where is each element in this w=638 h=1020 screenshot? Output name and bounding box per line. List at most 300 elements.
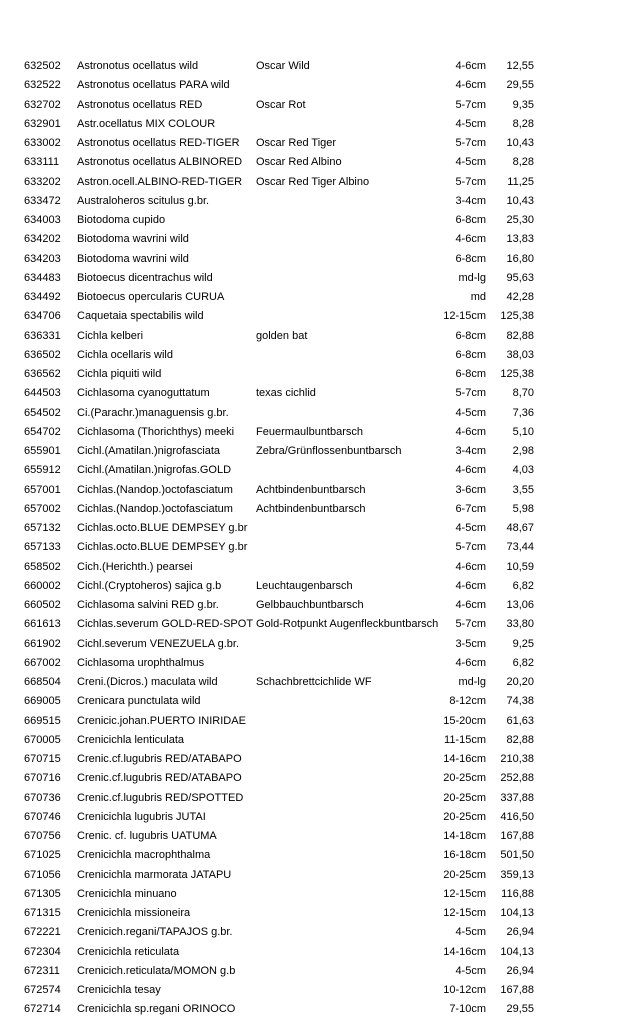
price: 6,82 (512, 579, 534, 592)
fish-size: 4-5cm (455, 926, 486, 939)
table-row (24, 789, 534, 808)
fish-size: 8-12cm (449, 695, 486, 708)
table-row (24, 846, 534, 865)
price: 5,10 (512, 425, 534, 438)
common-name (256, 962, 438, 981)
fish-size: md-lg (458, 676, 486, 688)
price: 7,36 (512, 406, 534, 419)
fish-size: 14-16cm (443, 753, 486, 765)
fish-size: 4-5cm (455, 964, 486, 977)
common-name: Leuchtaugenbarsch (256, 579, 353, 592)
product-code: 670756 (24, 830, 61, 842)
price-list-table (24, 57, 534, 1020)
table-row (24, 904, 534, 923)
product-code: 633002 (24, 137, 61, 149)
common-name (256, 635, 438, 654)
scientific-name: Astronotus ocellatus wild (77, 60, 199, 72)
scientific-name: Cichla kelberi (77, 329, 144, 342)
scientific-name: Cichl.severum VENEZUELA g.br. (77, 637, 240, 650)
fish-size: 4-6cm (455, 233, 486, 246)
price: 9,35 (512, 98, 534, 111)
table-row (24, 173, 534, 192)
scientific-name: Crenicichla reticulata (77, 945, 180, 958)
price: 2,98 (512, 445, 534, 457)
common-name (256, 76, 438, 95)
price: 10,59 (506, 560, 534, 573)
common-name (256, 288, 438, 307)
price: 4,03 (512, 464, 534, 477)
common-name: Oscar Red Tiger (256, 137, 337, 149)
table-row (24, 365, 534, 384)
table-row (24, 962, 534, 981)
price: 29,55 (506, 79, 534, 92)
table-row (24, 615, 534, 634)
product-code: 658502 (24, 560, 61, 573)
product-code: 634706 (24, 310, 61, 323)
price: 16,80 (506, 252, 534, 265)
table-row (24, 115, 534, 134)
fish-size: 6-7cm (455, 502, 486, 515)
product-code: 634483 (24, 271, 61, 284)
fish-size: 20-25cm (443, 868, 486, 881)
table-row (24, 712, 534, 731)
scientific-name: Astronotus ocellatus RED (77, 98, 203, 111)
price: 20,20 (506, 676, 534, 688)
product-code: 672574 (24, 984, 61, 996)
common-name (256, 981, 438, 1000)
fish-size: 4-6cm (455, 560, 486, 573)
price: 74,38 (506, 695, 534, 708)
common-name (256, 461, 438, 480)
price: 95,63 (506, 271, 534, 284)
fish-size: 4-6cm (455, 60, 486, 72)
scientific-name: Astronotus ocellatus PARA wild (77, 79, 230, 92)
table-row (24, 384, 534, 403)
common-name: Feuermaulbuntbarsch (256, 425, 364, 438)
fish-size: 4-6cm (455, 599, 486, 611)
fish-size: 12-15cm (443, 310, 486, 323)
product-code: 632901 (24, 117, 61, 130)
table-row (24, 481, 534, 500)
price: 337,88 (500, 791, 534, 804)
scientific-name: Crenicara punctulata wild (77, 695, 201, 708)
product-code: 633111 (24, 156, 60, 169)
product-code: 655901 (24, 445, 61, 457)
product-code: 671305 (24, 887, 61, 900)
scientific-name: Crenicich.reticulata/MOMON g.b (77, 964, 236, 977)
scientific-name: Cichla piquiti wild (77, 368, 162, 380)
table-row (24, 943, 534, 962)
product-code: 654702 (24, 425, 61, 438)
common-name: Oscar Red Albino (256, 156, 342, 169)
scientific-name: Cichl.(Cryptoheros) sajica g.b (77, 579, 222, 592)
product-code: 632502 (24, 60, 61, 72)
price: 10,43 (506, 137, 534, 149)
price: 38,03 (506, 348, 534, 361)
table-row (24, 134, 534, 153)
scientific-name: Creni.(Dicros.) maculata wild (77, 676, 218, 688)
table-row (24, 692, 534, 711)
table-row (24, 57, 534, 76)
price-list-body (24, 57, 534, 1020)
fish-size: 6-8cm (455, 348, 486, 361)
table-row (24, 346, 534, 365)
fish-size: 20-25cm (443, 810, 486, 823)
fish-size: 5-7cm (455, 541, 486, 554)
product-code: 634203 (24, 252, 61, 265)
table-row (24, 827, 534, 846)
common-name (256, 1000, 438, 1019)
table-row (24, 596, 534, 615)
table-row (24, 673, 534, 692)
common-name: Oscar Rot (256, 98, 306, 111)
price: 8,28 (512, 117, 534, 130)
product-code: 633472 (24, 194, 61, 207)
price: 73,44 (506, 541, 534, 554)
common-name (256, 307, 438, 326)
fish-size: 4-5cm (455, 406, 486, 419)
fish-size: 4-6cm (455, 656, 486, 669)
common-name (256, 365, 438, 384)
common-name (256, 731, 438, 750)
common-name (256, 692, 438, 711)
fish-size: 3-4cm (455, 194, 486, 207)
scientific-name: Crenicichla minuano (77, 887, 177, 900)
table-row (24, 461, 534, 480)
product-code: 671025 (24, 849, 61, 862)
fish-size: 5-7cm (455, 137, 486, 149)
fish-size: 12-15cm (443, 887, 486, 900)
scientific-name: Cichlas.severum GOLD-RED-SPOT (77, 618, 254, 631)
price: 29,55 (506, 1003, 534, 1016)
fish-size: 20-25cm (443, 772, 486, 785)
common-name (256, 923, 438, 942)
scientific-name: Crenicichla marmorata JATAPU (77, 868, 232, 881)
common-name (256, 789, 438, 808)
product-code: 672714 (24, 1003, 61, 1016)
scientific-name: Cich.(Herichth.) pearsei (77, 560, 193, 573)
scientific-name: Caquetaia spectabilis wild (77, 310, 204, 323)
table-row (24, 1000, 534, 1019)
scientific-name: Biotodoma wavrini wild (77, 233, 189, 246)
scientific-name: Astron.ocell.ALBINO-RED-TIGER (77, 175, 243, 188)
price: 10,43 (506, 194, 534, 207)
price: 82,88 (506, 733, 534, 746)
scientific-name: Crenic.cf.lugubris RED/SPOTTED (77, 791, 244, 804)
product-code: 670746 (24, 810, 61, 823)
price: 252,88 (500, 772, 534, 785)
common-name (256, 538, 438, 557)
product-code: 670736 (24, 791, 61, 804)
table-row (24, 769, 534, 788)
product-code: 632702 (24, 98, 61, 111)
table-row (24, 269, 534, 288)
product-code: 634492 (24, 291, 61, 303)
price: 42,28 (506, 291, 534, 303)
product-code: 636502 (24, 348, 61, 361)
common-name (256, 885, 438, 904)
fish-size: 3-5cm (455, 637, 486, 650)
table-row (24, 230, 534, 249)
product-code: 670715 (24, 753, 61, 765)
scientific-name: Astronotus ocellatus RED-TIGER (77, 137, 240, 149)
fish-size: 11-15cm (444, 733, 486, 746)
price: 26,94 (506, 926, 534, 939)
scientific-name: Cichl.(Amatilan.)nigrofas.GOLD (77, 464, 232, 477)
common-name: Gold-Rotpunkt Augenfleckbuntbarsch (256, 618, 438, 631)
table-row (24, 307, 534, 326)
scientific-name: Cichlas.octo.BLUE DEMPSEY g.br (77, 522, 248, 534)
product-code: 661613 (24, 618, 61, 631)
fish-size: 4-6cm (455, 79, 486, 92)
product-code: 633202 (24, 175, 61, 188)
fish-size: 5-7cm (455, 387, 486, 400)
product-code: 657002 (24, 502, 61, 515)
fish-size: md (470, 291, 486, 303)
common-name: Oscar Red Tiger Albino (256, 175, 370, 188)
price: 25,30 (506, 214, 534, 226)
scientific-name: Cichla ocellaris wild (77, 348, 173, 361)
product-code: 671056 (24, 868, 61, 881)
table-row (24, 558, 534, 577)
fish-size: 20-25cm (443, 791, 486, 804)
common-name (256, 827, 438, 846)
scientific-name: Cichlasoma (Thorichthys) meeki (77, 425, 235, 438)
scientific-name: Crenicichla macrophthalma (77, 849, 211, 862)
scientific-name: Crenicich.regani/TAPAJOS g.br. (77, 926, 233, 939)
common-name: Zebra/Grünflossenbuntbarsch (256, 445, 402, 457)
scientific-name: Crenicichla lenticulata (77, 733, 184, 746)
price: 61,63 (506, 714, 534, 727)
fish-size: 7-10cm (449, 1003, 486, 1016)
scientific-name: Crenicichla lugubris JUTAI (77, 810, 206, 823)
scientific-name: Biotodoma cupido (77, 214, 166, 226)
scientific-name: Crenic.cf.lugubris RED/ATABAPO (77, 772, 242, 785)
common-name (256, 404, 438, 423)
scientific-name: Biotoecus dicentrachus wild (77, 271, 213, 284)
price: 104,13 (500, 945, 534, 958)
product-code: 667002 (24, 656, 61, 669)
product-code: 672221 (24, 926, 61, 939)
product-code: 654502 (24, 406, 61, 419)
scientific-name: Crenicic.johan.PUERTO INIRIDAE (77, 714, 246, 727)
table-row (24, 654, 534, 673)
common-name (256, 712, 438, 731)
fish-size: md-lg (458, 271, 486, 284)
fish-size: 6-8cm (455, 252, 486, 265)
product-code: 632522 (24, 79, 61, 92)
common-name: Gelbbauchbuntbarsch (256, 599, 364, 611)
common-name: texas cichlid (256, 387, 316, 400)
scientific-name: Cichl.(Amatilan.)nigrofasciata (77, 445, 221, 457)
scientific-name: Biotoecus opercularis CURUA (77, 291, 225, 303)
common-name (256, 943, 438, 962)
product-code: 672311 (24, 964, 60, 977)
product-code: 634202 (24, 233, 61, 246)
fish-size: 14-16cm (443, 945, 486, 958)
price: 167,88 (500, 984, 534, 996)
price: 116,88 (501, 887, 534, 900)
product-code: 634003 (24, 214, 61, 226)
common-name (256, 846, 438, 865)
common-name: Schachbrettcichlide WF (256, 676, 372, 688)
table-row (24, 808, 534, 827)
table-row (24, 288, 534, 307)
product-code: 668504 (24, 676, 61, 688)
table-row (24, 923, 534, 942)
common-name: Achtbindenbuntbarsch (256, 483, 366, 496)
product-code: 672304 (24, 945, 61, 958)
table-row (24, 519, 534, 538)
fish-size: 6-8cm (455, 214, 486, 226)
scientific-name: Cichlas.(Nandop.)octofasciatum (77, 502, 233, 515)
common-name (256, 211, 438, 230)
common-name (256, 115, 438, 134)
fish-size: 5-7cm (455, 175, 486, 188)
common-name (256, 192, 438, 211)
product-code: 671315 (24, 907, 61, 919)
scientific-name: Crenic. cf. lugubris UATUMA (77, 830, 217, 842)
fish-size: 4-5cm (455, 156, 486, 169)
fish-size: 4-5cm (455, 522, 486, 534)
fish-size: 3-6cm (455, 483, 486, 496)
table-row (24, 500, 534, 519)
fish-size: 16-18cm (443, 849, 486, 862)
common-name: golden bat (256, 329, 308, 342)
price: 48,67 (506, 522, 534, 534)
price: 9,25 (512, 637, 534, 650)
common-name (256, 558, 438, 577)
table-row (24, 153, 534, 172)
fish-size: 6-8cm (455, 329, 486, 342)
price: 104,13 (500, 907, 534, 919)
scientific-name: Ci.(Parachr.)managuensis g.br. (77, 406, 229, 419)
common-name (256, 346, 438, 365)
table-row (24, 250, 534, 269)
price: 125,38 (500, 310, 534, 323)
table-row (24, 885, 534, 904)
product-code: 669005 (24, 695, 61, 708)
fish-size: 5-7cm (455, 618, 486, 631)
price: 11,25 (507, 175, 534, 188)
scientific-name: Cichlasoma urophthalmus (77, 656, 205, 669)
fish-size: 4-6cm (455, 464, 486, 477)
price: 125,38 (500, 368, 534, 380)
price: 8,70 (512, 387, 534, 400)
fish-size: 12-15cm (443, 907, 486, 919)
price: 167,88 (500, 830, 534, 842)
product-code: 670005 (24, 733, 61, 746)
table-row (24, 538, 534, 557)
table-row (24, 211, 534, 230)
fish-size: 6-8cm (455, 368, 486, 380)
price: 82,88 (506, 329, 534, 342)
price: 13,06 (506, 599, 534, 611)
common-name (256, 769, 438, 788)
table-row (24, 442, 534, 461)
common-name (256, 750, 438, 769)
scientific-name: Australoheros scitulus g.br. (77, 194, 210, 207)
fish-size: 10-12cm (443, 984, 486, 996)
fish-size: 4-6cm (455, 425, 486, 438)
fish-size: 4-6cm (455, 579, 486, 592)
common-name (256, 808, 438, 827)
price: 359,13 (500, 868, 534, 881)
fish-size: 4-5cm (455, 117, 486, 130)
common-name (256, 654, 438, 673)
scientific-name: Astronotus ocellatus ALBINORED (77, 156, 243, 169)
price: 501,50 (500, 849, 534, 862)
price: 6,82 (512, 656, 534, 669)
common-name: Achtbindenbuntbarsch (256, 502, 366, 515)
scientific-name: Crenicichla tesay (77, 984, 161, 996)
product-code: 669515 (24, 714, 61, 727)
product-code: 655912 (24, 464, 61, 477)
table-row (24, 327, 534, 346)
price: 416,50 (500, 810, 534, 823)
scientific-name: Cichlasoma salvini RED g.br. (77, 599, 219, 611)
product-code: 660002 (24, 579, 61, 592)
product-code: 636562 (24, 368, 61, 380)
common-name (256, 904, 438, 923)
product-code: 670716 (24, 772, 61, 785)
price: 12,55 (506, 60, 534, 72)
table-row (24, 423, 534, 442)
scientific-name: Cichlasoma cyanoguttatum (77, 387, 210, 400)
price: 26,94 (506, 964, 534, 977)
price: 8,28 (512, 156, 534, 169)
table-row (24, 96, 534, 115)
fish-size: 14-18cm (443, 830, 486, 842)
scientific-name: Cichlas.octo.BLUE DEMPSEY g.br (77, 541, 248, 554)
table-row (24, 635, 534, 654)
common-name (256, 519, 438, 538)
fish-size: 3-4cm (455, 445, 486, 457)
fish-size: 15-20cm (443, 714, 486, 727)
product-code: 636331 (24, 329, 61, 342)
product-code: 644503 (24, 387, 61, 400)
scientific-name: Cichlas.(Nandop.)octofasciatum (77, 483, 233, 496)
scientific-name: Biotodoma wavrini wild (77, 252, 189, 265)
table-row (24, 731, 534, 750)
common-name (256, 866, 438, 885)
fish-size: 5-7cm (455, 98, 486, 111)
price: 5,98 (512, 502, 534, 515)
product-code: 657133 (24, 541, 61, 554)
table-row (24, 404, 534, 423)
product-code: 657132 (24, 522, 61, 534)
price: 3,55 (512, 483, 534, 496)
scientific-name: Crenic.cf.lugubris RED/ATABAPO (77, 753, 242, 765)
table-row (24, 981, 534, 1000)
table-row (24, 192, 534, 211)
price: 33,80 (506, 618, 534, 631)
common-name (256, 269, 438, 288)
table-row (24, 76, 534, 95)
product-code: 661902 (24, 637, 61, 650)
common-name (256, 250, 438, 269)
product-code: 660502 (24, 599, 61, 611)
scientific-name: Crenicichla sp.regani ORINOCO (77, 1003, 236, 1016)
scientific-name: Crenicichla missioneira (77, 907, 191, 919)
price: 210,38 (500, 753, 534, 765)
table-row (24, 577, 534, 596)
table-row (24, 866, 534, 885)
price: 13,83 (506, 233, 534, 246)
common-name: Oscar Wild (256, 60, 310, 72)
scientific-name: Astr.ocellatus MIX COLOUR (77, 117, 216, 130)
product-code: 657001 (24, 483, 61, 496)
